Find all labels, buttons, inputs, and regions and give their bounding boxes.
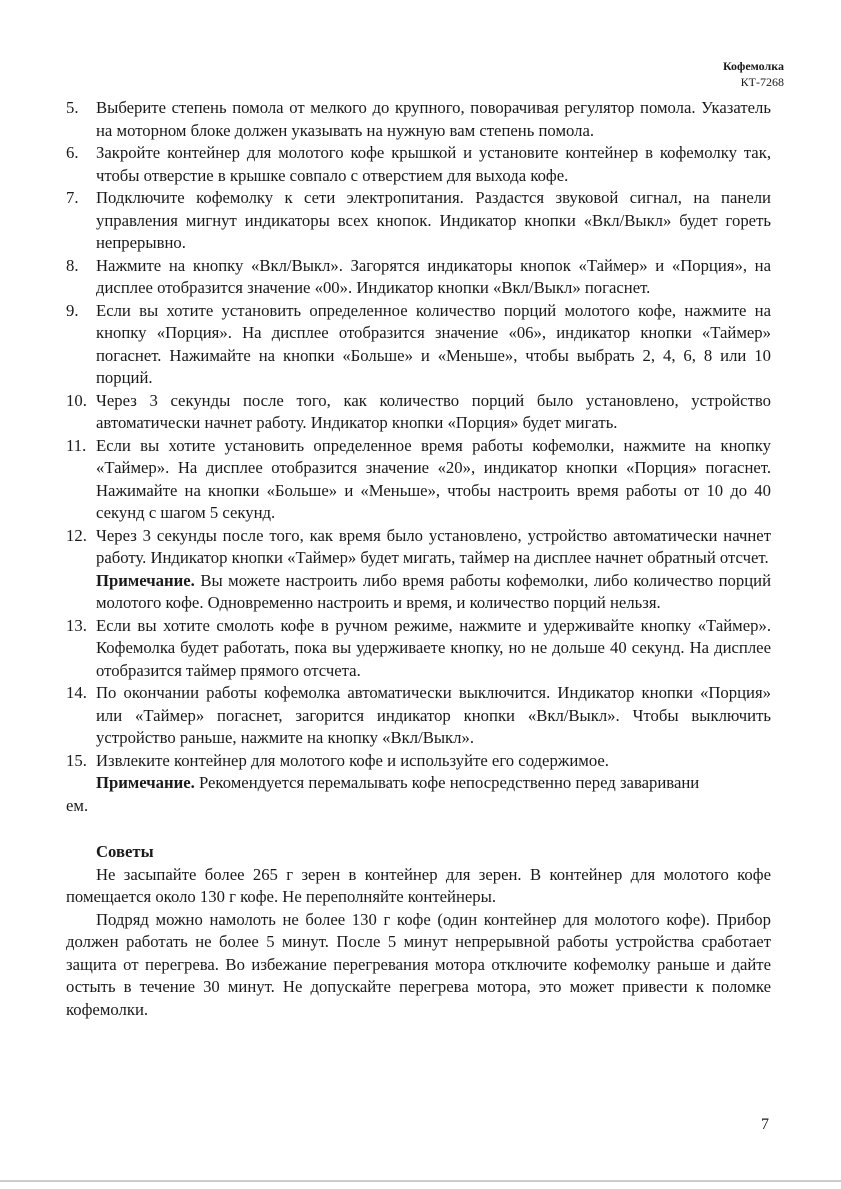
step-item: [66, 435, 771, 525]
step-text: Извлеките контейнер для молотого кофе и используйте его содержимое.: [96, 750, 609, 770]
note-paragraph-final: [66, 772, 771, 795]
page-header: [723, 58, 784, 90]
step-item: [66, 682, 771, 750]
step-number: 13.: [66, 615, 87, 635]
note-label: Примечание.: [96, 773, 195, 792]
step-number: 6.: [66, 143, 79, 162]
note-text: Вы можете настроить либо время работы кофемолки, либо количество порций молотого кофе. Одновременно настроить и время, и количество порций нельзя.: [96, 570, 771, 612]
note-tail: ем.: [66, 795, 89, 815]
step-number: 12.: [66, 525, 87, 545]
step-item: [66, 615, 771, 683]
header-title: Кофемолка: [722, 59, 784, 73]
tips-section: [66, 841, 771, 1021]
step-number: 10.: [66, 390, 87, 410]
step-item: [66, 187, 771, 255]
bottom-divider: [0, 1180, 841, 1182]
step-item: [66, 390, 771, 435]
steps-list-continued: [66, 615, 771, 773]
step-number: 5.: [66, 98, 79, 117]
step-number: 15.: [66, 750, 87, 770]
tips-paragraph: Подряд можно намолоть не более 130 г кофе (один контейнер для молотого кофе). Прибор должен работать не более 5 минут. После 5 минут непрерывной работы устройства сработает защита от перегрева. Во избежание перегревания мотора отключите кофемолку раньше и дайте остыть в течение 30 минут. Не допускайте перегрева мотора, это может привести к поломке кофемолки.: [66, 909, 771, 1019]
step-text: Если вы хотите установить определенное время работы кофемолки, нажмите на кнопку «Таймер». На дисплее отобразится значение «20», индикатор кнопки «Порция» погаснет. Нажимайте на кнопки «Больше» и «Меньше», чтобы настроить время работы от 10 до 40 секунд с шагом 5 секунд.: [96, 435, 771, 522]
step-text: Нажмите на кнопку «Вкл/Выкл». Загорятся индикаторы кнопок «Таймер» и «Порция», на дисплее отобразится значение «00». Индикатор кнопки «Вкл/Выкл» погаснет.: [96, 255, 771, 297]
step-item: [66, 142, 771, 187]
step-text: Выберите степень помола от мелкого до крупного, поворачивая регулятор помола. Указатель на моторном блоке должен указывать на нужную вам степень помола.: [96, 98, 771, 140]
tips-heading: Советы: [96, 842, 154, 861]
note-label: Примечание.: [96, 570, 195, 590]
steps-list: [66, 97, 771, 570]
note-paragraph: [66, 570, 771, 615]
step-text: Через 3 секунды после того, как количество порций было установлено, устройство автоматически начнет работу. Индикатор кнопки «Порция» будет мигать.: [96, 390, 771, 432]
step-number: 9.: [66, 300, 79, 320]
step-text: Если вы хотите установить определенное количество порций молотого кофе, нажмите на кнопку «Порция». На дисплее отобразится значение «06», индикатор кнопки «Таймер» погаснет. Нажимайте на кнопки «Больше» и «Меньше», чтобы выбрать 2, 4, 6, 8 или 10 порций.: [96, 300, 771, 387]
step-item: [66, 525, 771, 570]
step-text: Через 3 секунды после того, как время было установлено, устройство автоматически начнет работу. Индикатор кнопки «Таймер» будет мигать, таймер на дисплее начнет обратный отсчет.: [96, 525, 771, 567]
page-content: [66, 97, 771, 1021]
step-text: Подключите кофемолку к сети электропитания. Раздастся звуковой сигнал, на панели управления мигнут индикаторы всех кнопок. Индикатор кнопки «Вкл/Выкл» будет гореть непрерывно.: [96, 188, 771, 252]
step-number: 7.: [66, 188, 79, 207]
step-item: [66, 255, 771, 300]
step-number: 8.: [66, 255, 79, 275]
step-text: Если вы хотите смолоть кофе в ручном режиме, нажмите и удерживайте кнопку «Таймер». Кофемолка будет работать, пока вы удерживаете кнопку, но не дольше 40 секунд. На дисплее отобразится таймер прямого отсчета.: [96, 615, 771, 680]
step-number: 11.: [66, 435, 87, 455]
page-number: 7: [761, 1116, 769, 1133]
step-number: 14.: [66, 683, 87, 702]
note-text: Рекомендуется перемалывать кофе непосредственно перед заваривани: [194, 773, 700, 792]
step-item: [66, 97, 771, 142]
step-item: [66, 300, 771, 390]
step-text: Закройте контейнер для молотого кофе крышкой и установите контейнер в кофемолку так, чтобы отверстие в крышке совпало с отверстием для выхода кофе.: [96, 143, 771, 185]
header-model: КТ-7268: [740, 75, 784, 89]
step-item: [66, 750, 771, 773]
tips-paragraph: Не засыпайте более 265 г зерен в контейнер для зерен. В контейнер для молотого кофе помещается около 130 г кофе. Не переполняйте контейнеры.: [66, 864, 771, 906]
step-text: По окончании работы кофемолка автоматически выключится. Индикатор кнопки «Порция» или «Таймер» погаснет, загорится индикатор кнопки «Вкл/Выкл». Чтобы выключить устройство раньше, нажмите на кнопку «Вкл/Выкл».: [96, 683, 771, 747]
